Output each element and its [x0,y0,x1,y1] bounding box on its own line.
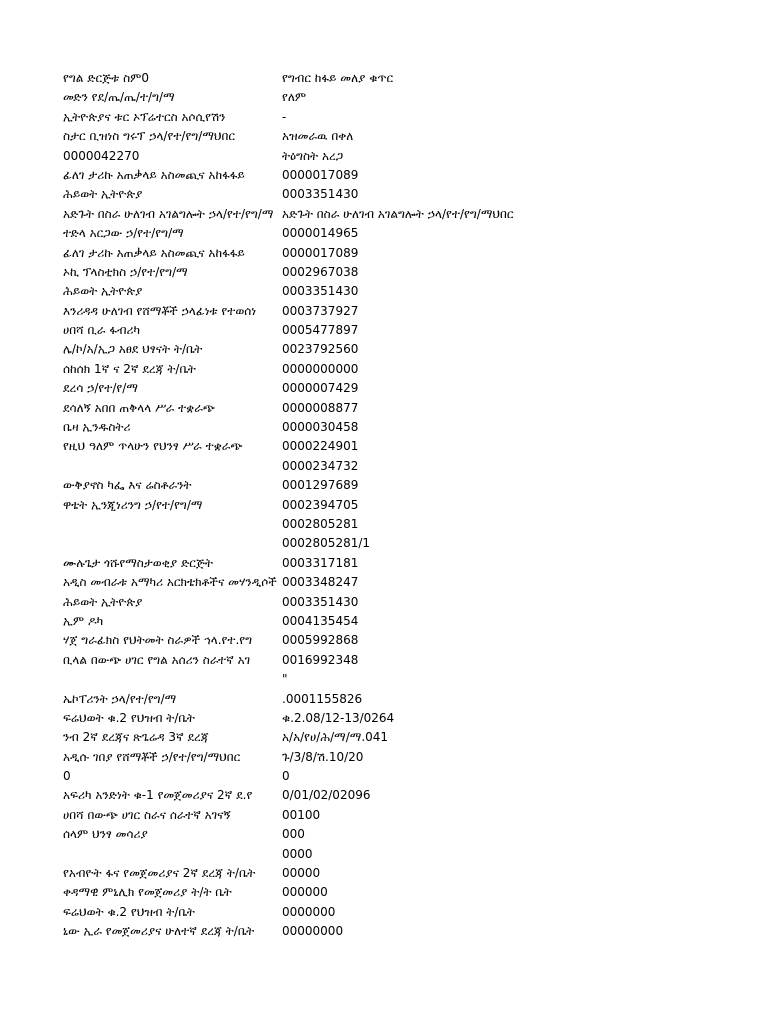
organization-name-cell: ሕይወት ኢትዮጵያ [63,284,143,299]
taxpayer-id-cell: 0000017089 [282,245,359,260]
taxpayer-id-cell: " [282,672,288,687]
table-row [63,244,743,263]
taxpayer-id-cell: 0/01/02/02096 [282,788,371,803]
taxpayer-id-cell: 0005992868 [282,633,359,648]
taxpayer-id-cell: 0000000000 [282,361,359,376]
table-row [63,883,743,902]
organization-name-cell: ሀበሻ ቢራ ፋብሪካ [63,323,141,338]
organization-name-cell: ሰላም ህንፃ መሳሪያ [63,827,148,842]
table-row [63,845,743,864]
table-row [63,593,743,612]
organization-name-cell: ውቅያኖስ ካፌ እና ሬስቶራንት [63,478,192,493]
table-row [63,903,743,922]
organization-name-cell: ኤኮፐሪንት ኃላ/የተ/የግ/ማ [63,691,177,706]
organization-name-cell: ቀዳማዊ ምኒሊክ የመጀመሪያ ት/ት ቤት [63,885,232,900]
taxpayer-id-cell: አድጉት በስራ ሁለገብ አገልግሎት ኃላ/የተ/የግ/ማህበር [282,206,514,221]
taxpayer-id-cell: 0000000 [282,904,336,919]
taxpayer-id-cell: 0004135454 [282,613,359,628]
organization-name-cell: ቢላል በውጭ ሀገር የግል አሰሪን ስራተኛ አገ [63,652,251,667]
table-row [63,534,743,553]
taxpayer-id-cell: የለም [282,90,307,105]
taxpayer-id-cell: 0003351430 [282,284,359,299]
organization-name-cell: ሀበሻ በውጭ ሀገር ስራና ሰራተኛ አገናኝ [63,807,231,822]
table-row [63,515,743,534]
taxpayer-id-cell: 0001297689 [282,478,359,493]
taxpayer-id-cell: 0000224901 [282,439,359,454]
organization-name-cell: ሃጀ ግራፊክስ የህትመት ስራዎች ኅላ.የተ.የግ [63,633,253,648]
organization-name-cell: ኒው ኢራ የመጀመሪያና ሁለተኛ ደረጃ ት/ቤት [63,924,255,939]
table-row [63,108,743,127]
taxpayer-id-cell: 000 [282,827,305,842]
organization-name-cell: አድጉት በስራ ሁለገብ አገልግሎት ኃላ/የተ/የግ/ማ [63,206,274,221]
table-row [63,786,743,805]
table-row [63,728,743,747]
organization-name-cell: ሕይወት ኢትዮጵያ [63,594,143,609]
taxpayer-id-cell: 0 [282,769,290,784]
organization-name-cell: ደረሳ ኃ/የተ/የ/ማ [63,381,138,396]
table-row [63,321,743,340]
organization-name-cell: ፊለገ ታሪኩ አጠቃላይ አስመጪና አከፋፋይ [63,167,245,182]
organization-name-cell: ስታር ቢዝነስ ግሩፕ ኃላ/የተ/የግ/ማህበር [63,129,235,144]
taxpayer-id-cell: 0000007429 [282,381,359,396]
table-row [63,205,743,224]
table-row [63,166,743,185]
table-row [63,573,743,592]
organization-name-cell: ተድላ አርጋው ኃ/የተ/የግ/ማ [63,226,184,241]
organization-name-cell: የአብዮት ፋና የመጀመሪያና 2ኛ ደረጃ ት/ቤት [63,866,256,881]
table-row [63,806,743,825]
organization-name-cell: ዋቴት ኢንጂነሪንግ ኃ/የተ/የግ/ማ [63,497,203,512]
table-row [63,612,743,631]
table-row [63,767,743,786]
organization-name-cell: ፊለገ ታሪኩ አጠቃላይ አስመጪና አከፋፋይ [63,245,245,260]
table-row [63,302,743,321]
table-row [63,88,743,107]
taxpayer-id-cell: 00100 [282,807,321,822]
taxpayer-id-cell: 0003348247 [282,575,359,590]
taxpayer-id-cell: አ/አ/የሀ/ሕ/ማ/ማ.041 [282,730,389,745]
organization-name-cell: ሰከሰክ 1ኛ ና 2ኛ ደረጃ ት/ቤት [63,361,196,376]
table-row [63,69,743,88]
table-row [63,864,743,883]
organization-name-cell: ሙሉጌታ ጎሹየማስታወቂያ ድርጅት [63,555,213,570]
organization-name-cell: እንሪዳዳ ሁለገብ የሸማቾች ኃላፊነቱ የተወሰነ [63,303,257,318]
table-row [63,127,743,146]
table-row [63,631,743,650]
organization-name-cell: ደሳለኝ አበበ ጠቅላላ ሥራ ተቋራጭ [63,400,215,415]
table-row [63,147,743,166]
organization-name-cell: ንብ 2ኛ ደረጃና ጽጌሬዳ 3ኛ ደረጃ [63,730,209,745]
organization-name-cell: አዲሱ ገበያ የሸማቾች ኃ/የተ/የግ/ማህበር [63,749,241,764]
taxpayer-id-cell: 0003351430 [282,594,359,609]
taxpayer-id-cell: 0016992348 [282,652,359,667]
table-row [63,224,743,243]
table-row [63,282,743,301]
table-row [63,457,743,476]
table-row [63,825,743,844]
taxpayer-id-cell: 0023792560 [282,342,359,357]
table-row [63,651,743,670]
spreadsheet-sheet [63,69,743,942]
organization-name-cell: ሕይወት ኢትዮጵያ [63,187,143,202]
table-row [63,263,743,282]
table-row [63,379,743,398]
taxpayer-id-cell: 0005477897 [282,323,359,338]
organization-name-cell: ፍሬህወት ቁ.2 የህዝብ ት/ቤት [63,710,195,725]
organization-name-cell: መድን የደ/ጤ/ጤ/ተ/ግ/ማ [63,90,175,105]
organization-name-cell: ሌ/ኮ/አ/ኢጋ አፀደ ህፃናት ት/ቤት [63,342,203,357]
taxpayer-id-cell: 0003317181 [282,555,359,570]
taxpayer-id-cell: 0000014965 [282,226,359,241]
organization-name-cell: 0000042270 [63,148,140,163]
organization-name-cell: ኢትዮጵያና ቱር ኦፕሬተርስ አሶሲየሽን [63,109,226,124]
organization-name-cell: ቤዛ ኢንዱስትሪ [63,420,131,435]
organization-name-cell: አዲስ መብራቱ አማካሪ አርክቴክቶችና መሃንዲሶች [63,575,277,590]
table-row [63,185,743,204]
table-row [63,418,743,437]
organization-name-cell: ኦኪ ፕላስቲክስ ኃ/የተ/የግ/ማ [63,264,188,279]
taxpayer-id-cell: 0000030458 [282,420,359,435]
taxpayer-id-cell: 00000 [282,866,321,881]
taxpayer-id-cell: ቁ.2.08/12-13/0264 [282,710,395,725]
taxpayer-id-cell: የግብር ከፋይ መለያ ቁጥር [282,71,394,85]
taxpayer-id-cell: 0000234732 [282,458,359,473]
table-row [63,437,743,456]
taxpayer-id-cell: 00000000 [282,924,344,939]
table-row [63,399,743,418]
organization-name-cell: የዚህ ዓለም ጥላሁን የህንፃ ሥራ ተቋራጭ [63,439,243,454]
taxpayer-id-cell: 0000017089 [282,167,359,182]
table-row [63,748,743,767]
taxpayer-id-cell: 0000008877 [282,400,359,415]
taxpayer-id-cell: - [282,109,287,124]
table-row [63,554,743,573]
table-row [63,922,743,941]
taxpayer-id-cell: አዝመራዉ በቀለ [282,129,354,144]
organization-name-cell: አፍሪካ አንድነት ቁ-1 የመጀመሪያና 2ኛ ደ.የ [63,788,253,803]
table-row [63,340,743,359]
taxpayer-id-cell: 0002394705 [282,497,359,512]
organization-name-cell: ፍሬህወት ቁ.2 የህዝብ ት/ቤት [63,904,195,919]
taxpayer-id-cell: 0000 [282,846,313,861]
organization-name-cell: ኢም ዶካ [63,613,104,628]
taxpayer-id-cell: 0003737927 [282,303,359,318]
table-row [63,670,743,689]
taxpayer-id-cell: ትዕግስት አረጋ [282,148,344,163]
organization-name-cell: 0 [63,769,71,784]
taxpayer-id-cell: 0002967038 [282,264,359,279]
organization-name-cell: የግል ድርጅቱ ስም0 [63,71,149,85]
taxpayer-id-cell: .0001155826 [282,691,363,706]
table-row [63,690,743,709]
taxpayer-id-cell: 0002805281 [282,516,359,531]
taxpayer-id-cell: 000000 [282,885,328,900]
table-row [63,496,743,515]
table-row [63,476,743,495]
table-row [63,709,743,728]
table-row [63,360,743,379]
taxpayer-id-cell: 0002805281/1 [282,536,371,551]
taxpayer-id-cell: 0003351430 [282,187,359,202]
taxpayer-id-cell: ጉ/3/8/ሽ.10/20 [282,749,364,764]
